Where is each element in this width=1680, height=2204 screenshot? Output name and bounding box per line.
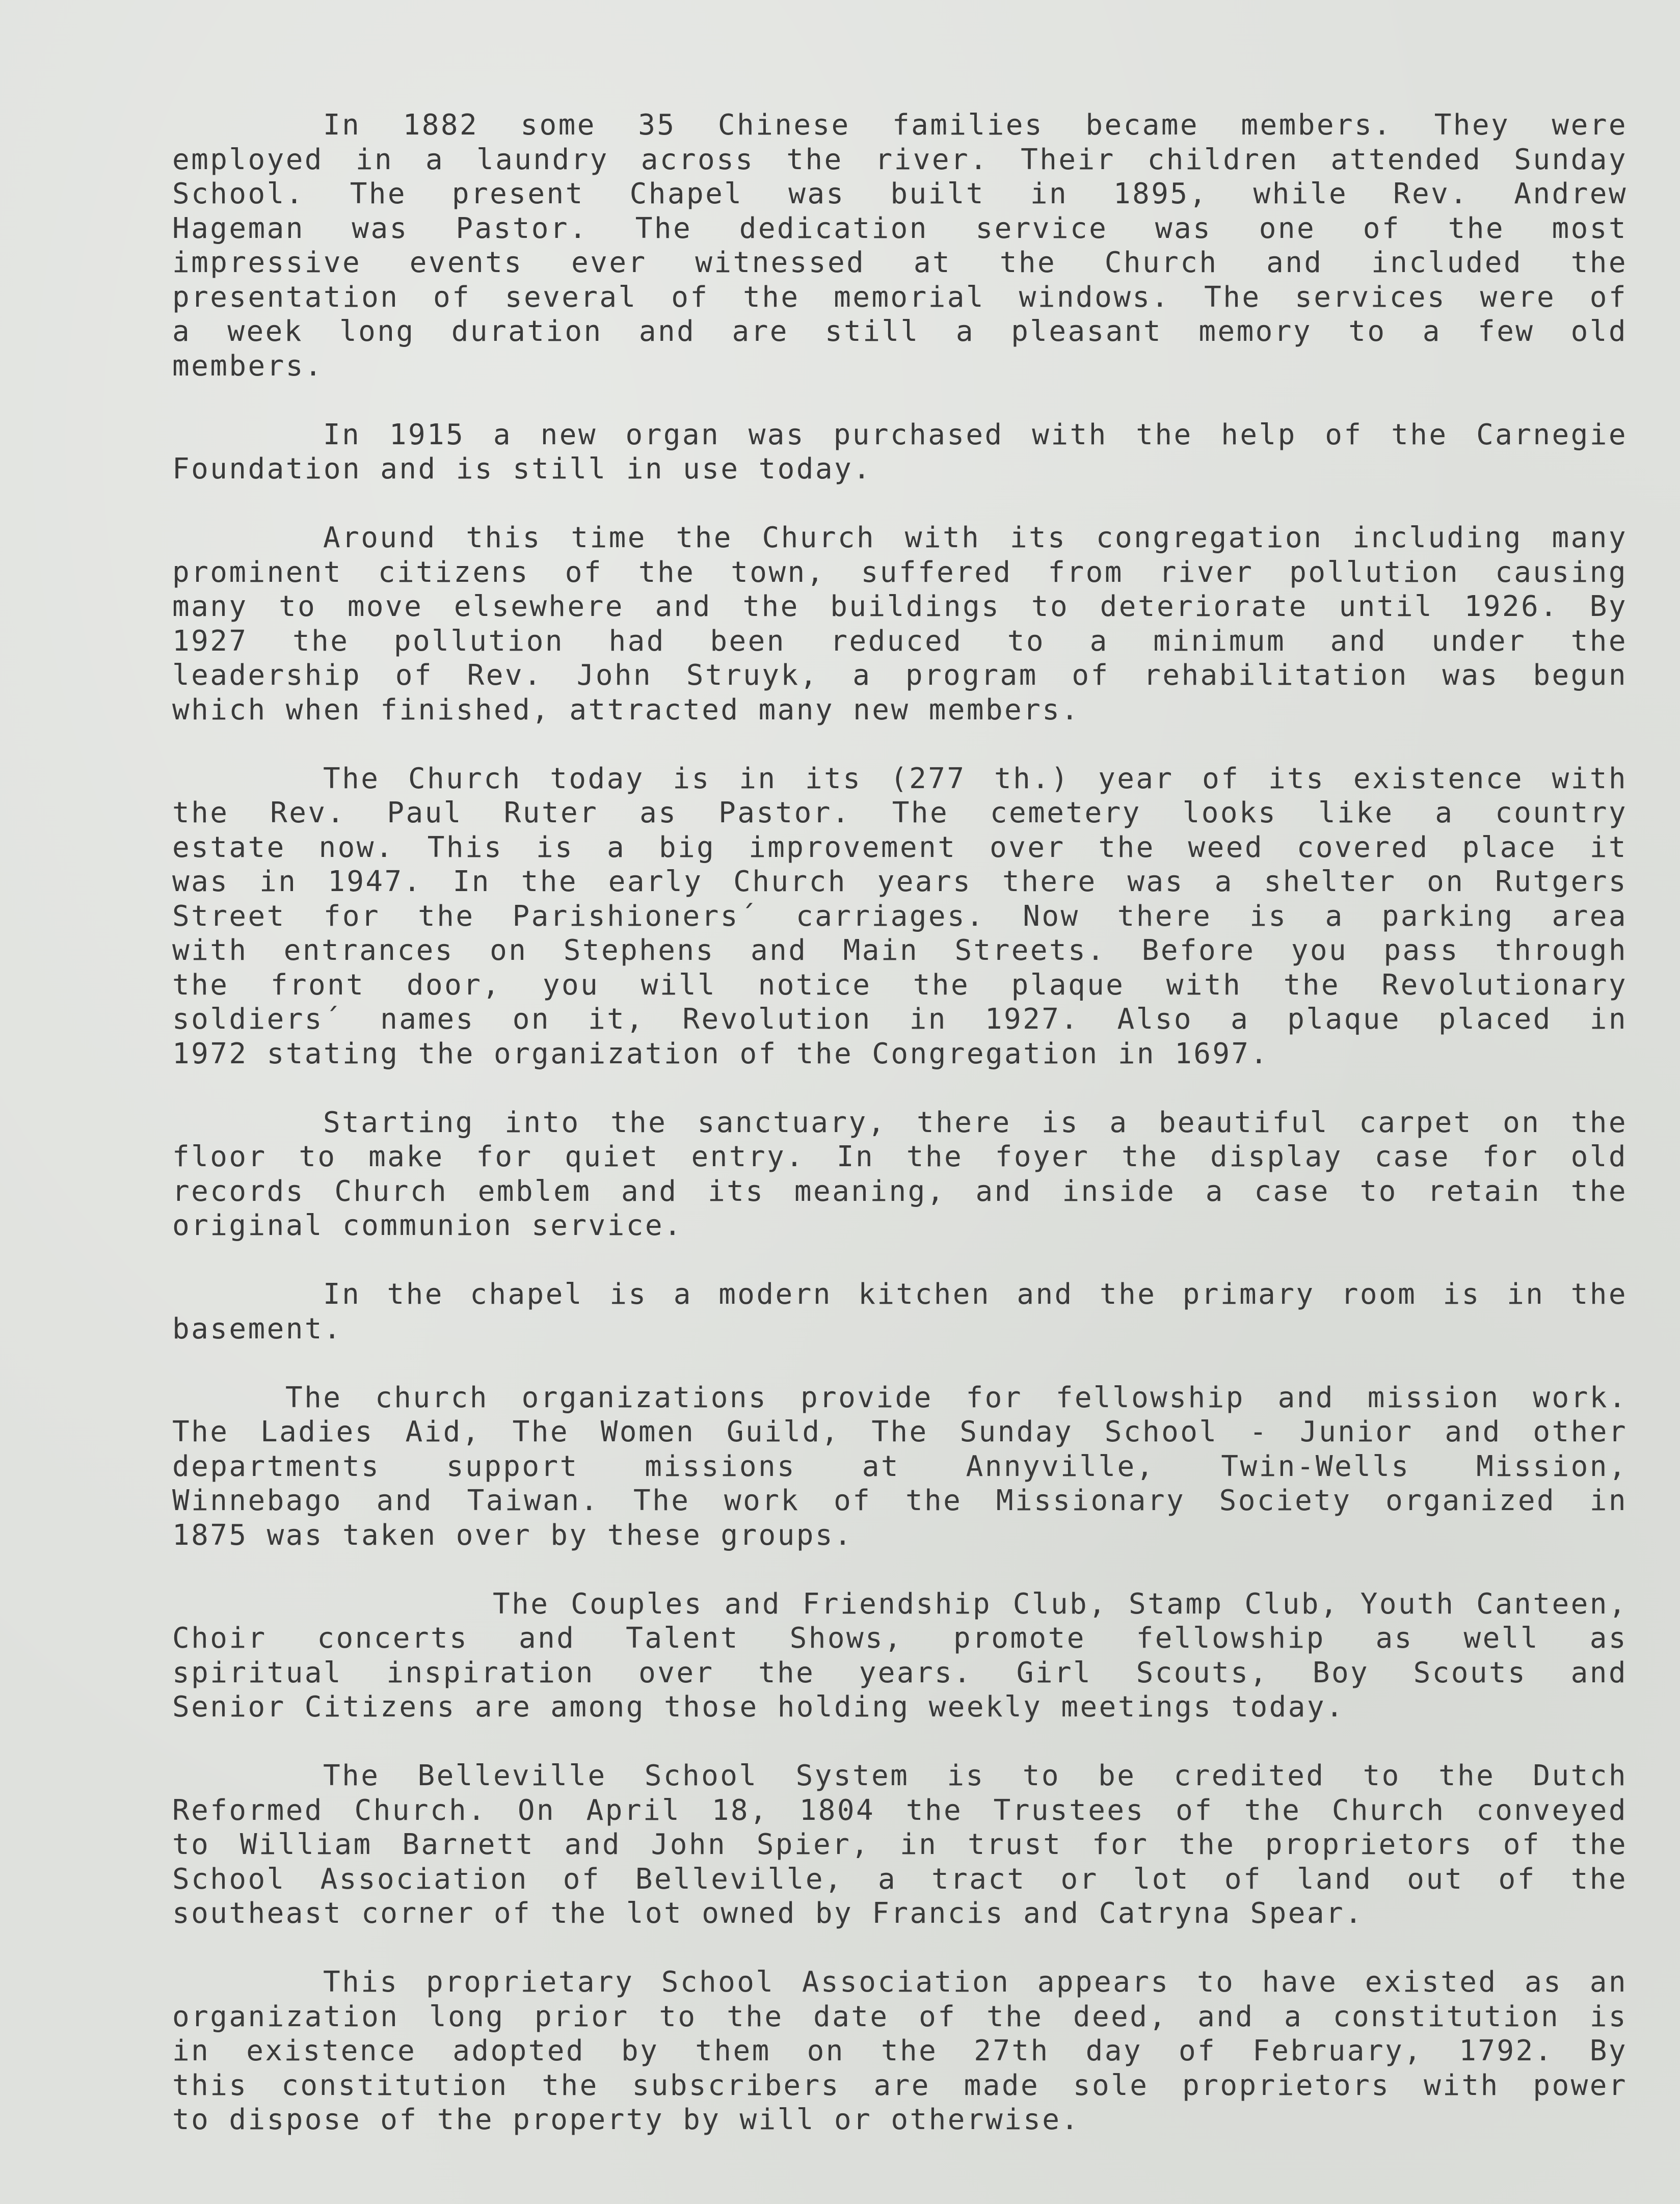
text-line: In 1915 a new organ was purchased with the help of the Carnegie [323,418,1628,451]
paragraph [172,521,1628,727]
text-line: leadership of Rev. John Struyk, a program of rehabilitation was begun [172,659,1628,692]
paragraph [172,1277,1628,1346]
text-line: which when finished, attracted many new members. [172,693,1080,727]
text-line: Foundation and is still in use today. [172,452,872,486]
text-line: presentation of several of the memorial windows. The services were of [172,280,1628,314]
text-line: Senior Citizens are among those holding weekly meetings today. [172,1690,1345,1724]
paragraph [172,1381,1628,1553]
text-line: members. [172,349,324,383]
text-line: Choir concerts and Talent Shows, promote fellowship as well as [172,1622,1628,1655]
text-line: prominent citizens of the town, suffered from river pollution causing [172,555,1628,589]
text-line: southeast corner of the lot owned by Francis and Catryna Spear. [172,1897,1364,1930]
text-line: In 1882 some 35 Chinese families became members. They were [323,109,1628,142]
text-line: The Ladies Aid, The Women Guild, The Sunday School - Junior and other [172,1415,1628,1448]
text-line: impressive events ever witnessed at the Church and included the [172,246,1628,279]
paragraph [172,1106,1628,1243]
paragraph [172,108,1628,383]
text-line: The Church today is in its (277 th.) year of its existence with [323,762,1628,795]
text-line: School Association of Belleville, a tract or lot of land out of the [172,1862,1628,1896]
document-body [172,108,1628,2171]
text-line: soldiers´ names on it, Revolution in 1927. Also a plaque placed in [172,1003,1628,1036]
text-line: to William Barnett and John Spier, in trust for the proprietors of the [172,1828,1628,1861]
text-line: 1875 was taken over by these groups. [172,1518,854,1552]
text-line: this constitution the subscribers are made sole proprietors with power [172,2068,1628,2102]
text-line: records Church emblem and its meaning, and inside a case to retain the [172,1174,1628,1208]
text-line: was in 1947. In the early Church years there was a shelter on Rutgers [172,865,1628,898]
text-line: Winnebago and Taiwan. The work of the Missionary Society organized in [172,1484,1628,1517]
text-line: Hageman was Pastor. The dedication service was one of the most [172,211,1628,245]
paragraph [172,1965,1628,2137]
text-line: estate now. This is a big improvement over the weed covered place it [172,830,1628,864]
text-line: organization long prior to the date of the deed, and a constitution is [172,2000,1628,2033]
paragraph [172,418,1628,487]
text-line: 1972 stating the organization of the Congregation in 1697. [172,1037,1269,1070]
text-line: spiritual inspiration over the years. Girl Scouts, Boy Scouts and [172,1656,1628,1689]
text-line: Street for the Parishioners´ carriages. Now there is a parking area [172,899,1628,933]
text-line: to dispose of the property by will or otherwise. [172,2103,1080,2136]
text-line: basement. [172,1312,343,1346]
text-line: The church organizations provide for fellowship and mission work. [285,1381,1628,1414]
text-line: The Belleville School System is to be credited to the Dutch [323,1759,1628,1792]
paragraph [172,762,1628,1071]
text-line: many to move elsewhere and the buildings to deteriorate until 1926. By [172,590,1628,623]
text-line: School. The present Chapel was built in 1895, while Rev. Andrew [172,177,1628,210]
text-line: the front door, you will notice the plaque with the Revolutionary [172,968,1628,1002]
text-line: Starting into the sanctuary, there is a beautiful carpet on the [323,1106,1628,1139]
text-line: The Couples and Friendship Club, Stamp Club, Youth Canteen, [493,1587,1628,1621]
text-line: 1927 the pollution had been reduced to a minimum and under the [172,624,1628,658]
text-line: with entrances on Stephens and Main Streets. Before you pass through [172,934,1628,967]
text-line: floor to make for quiet entry. In the foyer the display case for old [172,1140,1628,1173]
text-line: original communion service. [172,1209,683,1242]
paragraph [172,1759,1628,1931]
text-line: departments support missions at Annyville, Twin-Wells Mission, [172,1449,1628,1483]
text-line: the Rev. Paul Ruter as Pastor. The cemetery looks like a country [172,796,1628,829]
text-line: Around this time the Church with its congregation including many [323,521,1628,554]
text-line: In the chapel is a modern kitchen and the primary room is in the [323,1278,1628,1311]
text-line: This proprietary School Association appears to have existed as an [323,1966,1628,1999]
text-line: Reformed Church. On April 18, 1804 the Trustees of the Church conveyed [172,1793,1628,1827]
text-line: in existence adopted by them on the 27th day of February, 1792. By [172,2034,1628,2067]
text-line: employed in a laundry across the river. Their children attended Sunday [172,143,1628,176]
text-line: a week long duration and are still a pleasant memory to a few old [172,315,1628,348]
paragraph [172,1587,1628,1725]
